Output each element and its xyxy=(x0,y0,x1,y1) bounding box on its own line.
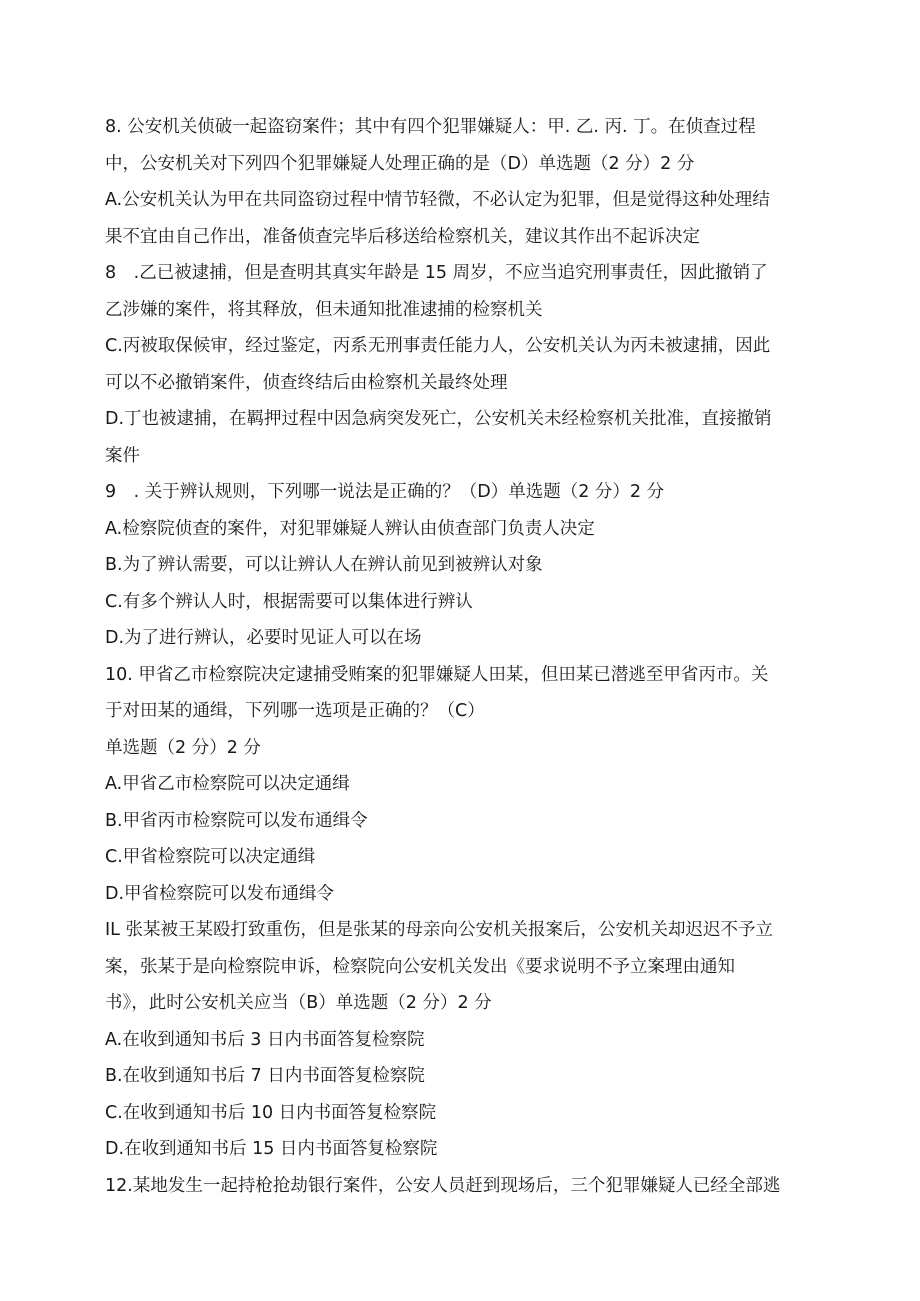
text-line: B.为了辨认需要，可以让辨认人在辨认前见到被辨认对象 xyxy=(105,555,543,575)
text-line: 案，张某于是向检察院申诉，检察院向公安机关发出《要求说明不予立案理由通知 xyxy=(105,956,735,977)
text-line: 单选题（2 分）2 分 xyxy=(105,737,261,758)
text-line: 8. 公安机关侦破一起盗窃案件；其中有四个犯罪嫌疑人：甲. 乙. 丙. 丁。在侦查过程 xyxy=(105,117,756,137)
text-line: 乙涉嫌的案件，将其释放，但未通知批准逮捕的检察机关 xyxy=(105,299,543,320)
text-line: 案件 xyxy=(105,445,140,466)
text-line: 10. 甲省乙市检察院决定逮捕受贿案的犯罪嫌疑人田某，但田某已潜逃至甲省丙市。关 xyxy=(105,664,769,685)
text-line: 可以不必撤销案件，侦查终结后由检察机关最终处理 xyxy=(105,372,508,393)
text-line: A.检察院侦查的案件，对犯罪嫌疑人辨认由侦查部门负责人决定 xyxy=(105,518,595,539)
text-line: IL 张某被王某殴打致重伤，但是张某的母亲向公安机关报案后，公安机关却迟迟不予立 xyxy=(105,920,773,940)
text-line: 书》，此时公安机关应当（B）单选题（2 分）2 分 xyxy=(105,993,492,1013)
text-line: 于对田某的通缉，下列哪一选项是正确的？（C） xyxy=(105,701,485,721)
text-line: D.在收到通知书后 15 日内书面答复检察院 xyxy=(105,1139,438,1159)
text-line: 8 .乙已被逮捕，但是查明其真实年龄是 15 周岁，不应当追究刑事责任，因此撤销了 xyxy=(105,263,768,283)
text-line: B.在收到通知书后 7 日内书面答复检察院 xyxy=(105,1066,425,1086)
text-line: B.甲省丙市检察院可以发布通缉令 xyxy=(105,810,368,831)
text-line: 中，公安机关对下列四个犯罪嫌疑人处理正确的是（D）单选题（2 分）2 分 xyxy=(105,153,695,174)
text-line: C.有多个辨认人时，根据需要可以集体进行辨认 xyxy=(105,591,473,612)
text-line: 果不宜由自己作出，准备侦查完毕后移送给检察机关，建议其作出不起诉决定 xyxy=(105,226,700,247)
document-page xyxy=(105,109,817,1204)
text-line: C.在收到通知书后 10 日内书面答复检察院 xyxy=(105,1102,437,1123)
text-line: 9 . 关于辨认规则，下列哪一说法是正确的？（D）单选题（2 分）2 分 xyxy=(105,482,665,502)
text-line: 12.某地发生一起持枪抢劫银行案件，公安人员赶到现场后，三个犯罪嫌疑人已经全部逃 xyxy=(105,1175,781,1196)
text-line: C.甲省检察院可以决定通缉 xyxy=(105,847,316,867)
text-line: C.丙被取保候审，经过鉴定，丙系无刑事责任能力人，公安机关认为丙未被逮捕，因此 xyxy=(105,336,771,356)
text-line: A.甲省乙市检察院可以决定通缉 xyxy=(105,774,350,794)
text-line: A.公安机关认为甲在共同盗窃过程中情节轻微，不必认定为犯罪，但是觉得这种处理结 xyxy=(105,190,770,210)
text-line: D.甲省检察院可以发布通缉令 xyxy=(105,883,335,904)
text-line: D.丁也被逮捕，在羁押过程中因急病突发死亡，公安机关未经检察机关批准，直接撤销 xyxy=(105,409,772,429)
text-line: D.为了进行辨认，必要时见证人可以在场 xyxy=(105,628,422,648)
text-line: A.在收到通知书后 3 日内书面答复检察院 xyxy=(105,1029,425,1050)
